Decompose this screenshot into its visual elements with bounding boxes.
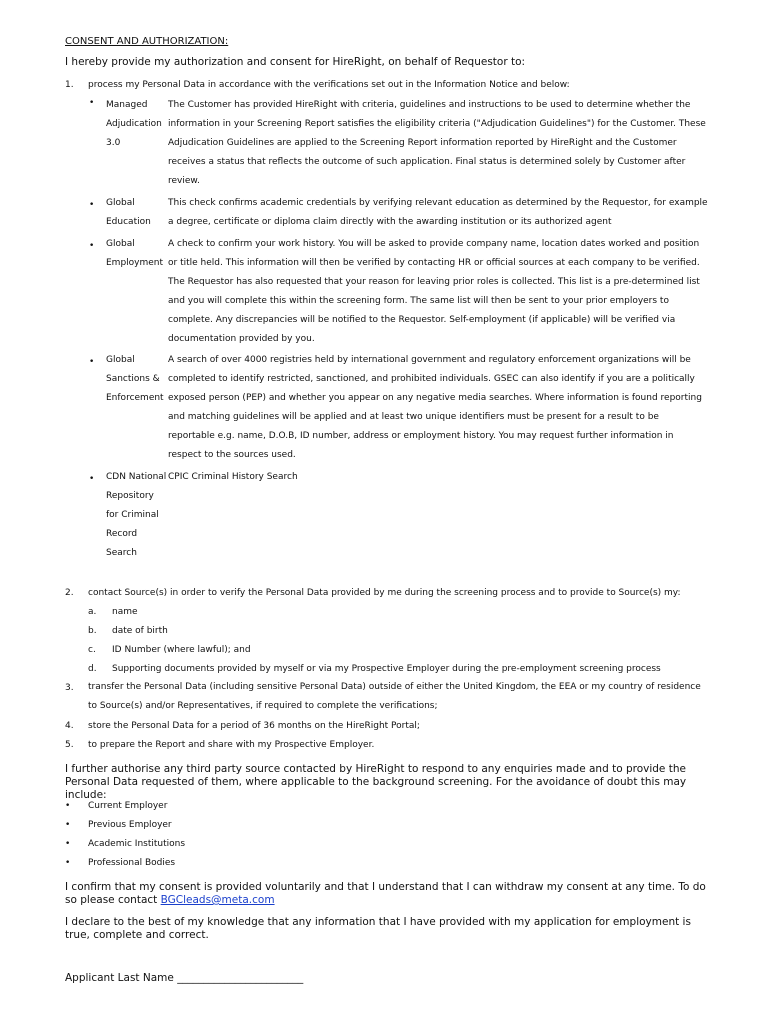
subitem-letter: c. xyxy=(88,645,96,655)
subitem-letter: b. xyxy=(88,626,97,636)
item-4-text: store the Personal Data for a period of 36 months on the HireRight Portal; xyxy=(88,721,420,731)
document-title: CONSENT AND AUTHORIZATION: xyxy=(65,36,229,47)
source-previous-employer: Previous Employer xyxy=(88,820,172,830)
item-5-number: 5. xyxy=(65,740,74,750)
applicant-last-name-field xyxy=(65,972,710,985)
subitem-id-number: ID Number (where lawful); and xyxy=(112,645,251,655)
bullet-icon: • xyxy=(89,241,95,251)
check-name: CDN National Repository for Criminal Record Search xyxy=(106,472,167,558)
check-name: Global Education xyxy=(106,198,151,227)
consent-paragraph xyxy=(65,881,710,907)
check-name: Global Sanctions & Enforcement xyxy=(106,355,164,403)
bullet-icon: • xyxy=(65,839,71,849)
subitem-letter: d. xyxy=(88,664,97,674)
subitem-name: name xyxy=(112,607,138,617)
bullet-icon: • xyxy=(65,858,71,868)
bullet-icon: • xyxy=(89,357,95,367)
item-3-text: transfer the Personal Data (including sensitive Personal Data) outside of either the United Kingdom, the EEA or my country of residence to Source(s) and/or Representatives, if required to complete the verifications; xyxy=(88,682,701,711)
bullet-icon: • xyxy=(65,820,71,830)
source-current-employer: Current Employer xyxy=(88,801,168,811)
subitem-supporting-documents: Supporting documents provided by myself or via my Prospective Employer during the pre-employment screening process xyxy=(112,664,661,674)
check-description: This check confirms academic credentials by verifying relevant education as determined by the Requestor, for example a degree, certificate or diploma claim directly with the awarding institution or its authorized agent xyxy=(168,198,708,227)
item-5-text: to prepare the Report and share with my Prospective Employer. xyxy=(88,740,375,750)
consent-text: I confirm that my consent is provided voluntarily and that I understand that I can withdraw my consent at any time. To do so please contact xyxy=(65,881,706,906)
bullet-icon: • xyxy=(89,98,95,108)
check-name: Global Employment xyxy=(106,239,164,268)
bullet-icon: • xyxy=(89,200,95,210)
check-description: CPIC Criminal History Search xyxy=(168,472,298,482)
bullet-icon: • xyxy=(65,801,71,811)
check-name: Managed Adjudication 3.0 xyxy=(106,100,162,148)
subitem-date-of-birth: date of birth xyxy=(112,626,168,636)
check-description: The Customer has provided HireRight with criteria, guidelines and instructions to be used to determine whether the information in your Screening Report satisfies the eligibility criteria ("Adjudication Guidelines") for the Customer. These Adjudication Guidelines are applied to the Screening Report information reported by HireRight and the Customer receives a status that reflects the outcome of such application. Final status is determined solely by Customer after review. xyxy=(168,100,706,186)
item-2-number: 2. xyxy=(65,588,74,598)
item-1-number: 1. xyxy=(65,80,74,90)
item-3-number: 3. xyxy=(65,683,74,693)
authorise-paragraph: I further authorise any third party source contacted by HireRight to respond to any enquiries made and to provide the Personal Data requested of them, where applicable to the background screening. For the avoidance of doubt this may include: xyxy=(65,763,687,801)
declaration-paragraph: I declare to the best of my knowledge that any information that I have provided with my application for employment is true, complete and correct. xyxy=(65,916,691,941)
item-1-text: process my Personal Data in accordance with the verifications set out in the Information Notice and below: xyxy=(88,80,570,90)
intro-paragraph: I hereby provide my authorization and consent for HireRight, on behalf of Requestor to: xyxy=(65,56,526,68)
applicant-last-name-line[interactable]: ________________________ xyxy=(177,972,304,984)
applicant-last-name-label: Applicant Last Name xyxy=(65,972,174,984)
check-description: A search of over 4000 registries held by international government and regulatory enforcement organizations will be completed to identify restricted, sanctioned, and prohibited individuals. GSEC can also identify if you are a politically exposed person (PEP) and whether you appear on any negative media searches. Where information is found reporting and matching guidelines will be applied and at least two unique identifiers must be present for a result to be reportable e.g. name, D.O.B, ID number, address or employment history. You may request further information in respect to the sources used. xyxy=(168,355,702,460)
subitem-letter: a. xyxy=(88,607,97,617)
source-professional-bodies: Professional Bodies xyxy=(88,858,176,868)
item-2-text: contact Source(s) in order to verify the Personal Data provided by me during the screening process and to provide to Source(s) my: xyxy=(88,588,681,598)
source-academic-institutions: Academic Institutions xyxy=(88,839,186,849)
item-4-number: 4. xyxy=(65,721,74,731)
check-description: A check to confirm your work history. You will be asked to provide company name, location dates worked and position or title held. This information will then be verified by contacting HR or official sources at each company to be verified. The Requestor has also requested that your reason for leaving prior roles is collected. This list is a pre-determined list and you will complete this within the screening form. The same list will then be sent to your prior employers to complete. Any discrepancies will be notified to the Requestor. Self-employment (if applicable) will be verified via documentation provided by you. xyxy=(168,239,700,344)
contact-email-link[interactable]: BGCleads@meta.com xyxy=(160,894,275,906)
bullet-icon: • xyxy=(89,474,95,484)
